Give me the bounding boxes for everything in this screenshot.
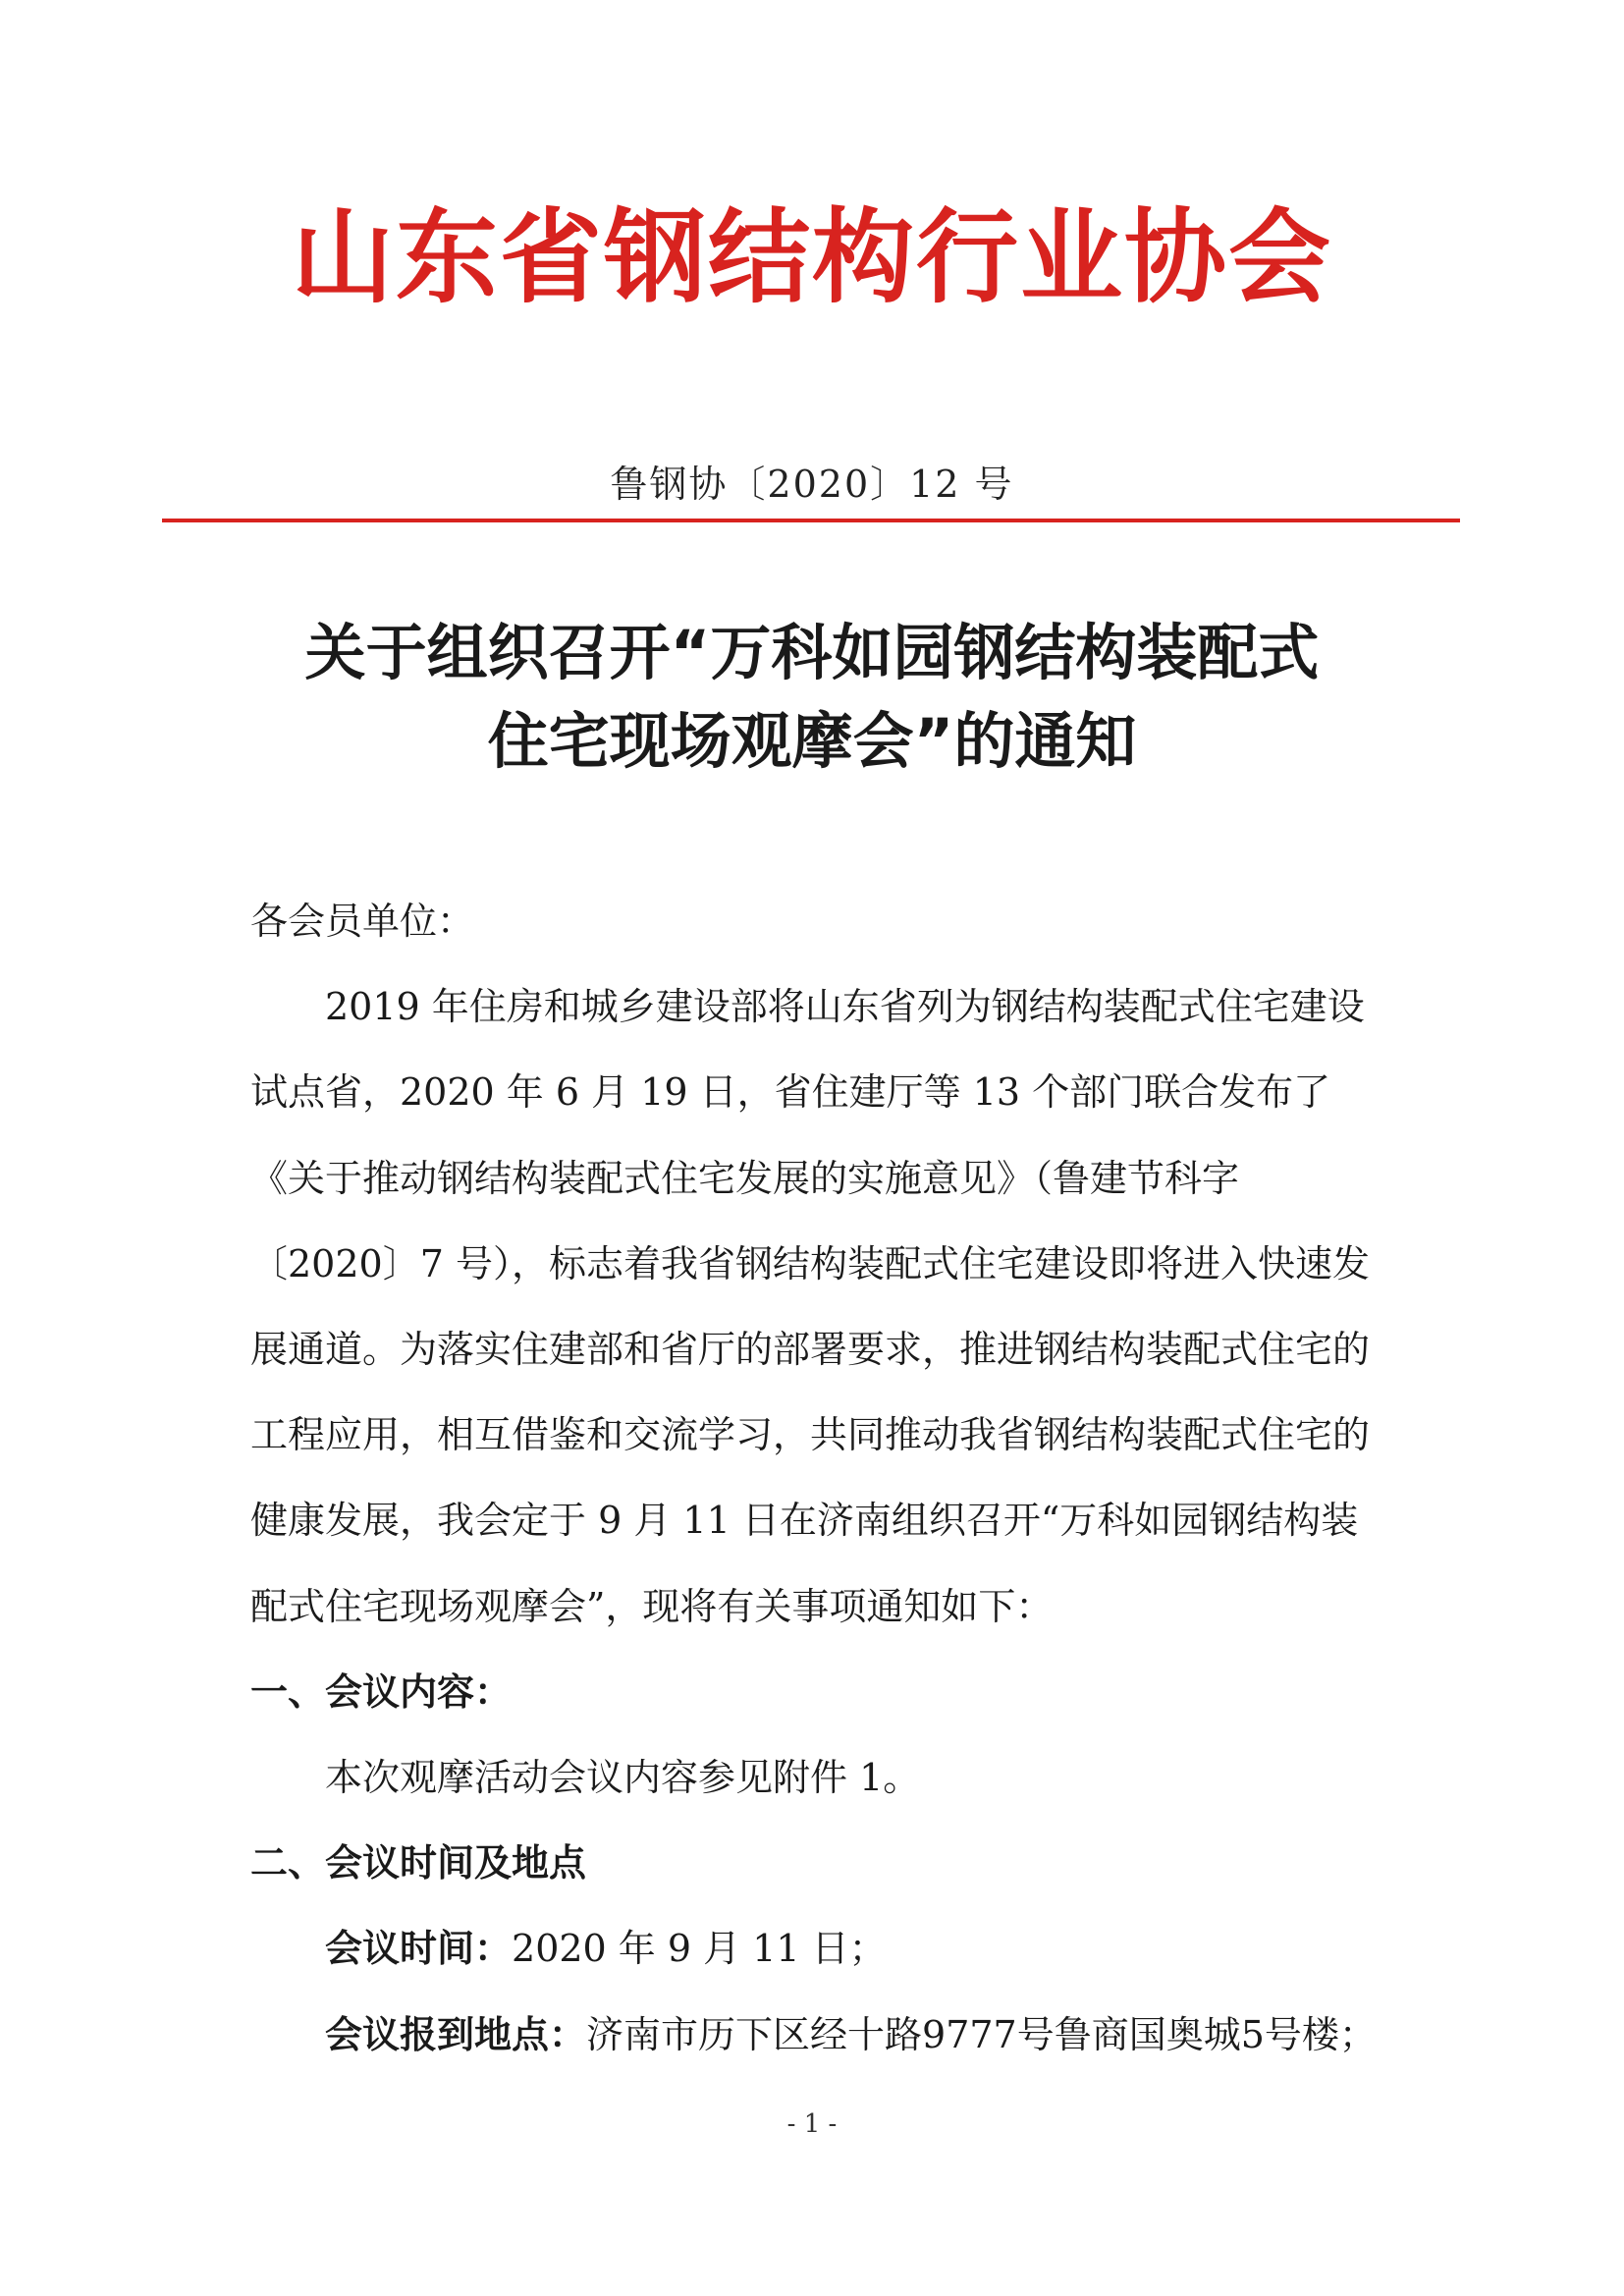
notice-title-line-2: 住宅现场观摩会”的通知: [487, 705, 1137, 777]
section-2-heading: 二、会议时间及地点: [250, 1841, 587, 1886]
meeting-place-value: 济南市历下区经十路9777号鲁商国奥城5号楼；: [586, 2012, 1377, 2056]
meeting-time-label: 会议时间：: [325, 1927, 513, 1971]
notice-title: [0, 609, 1624, 786]
section-1-heading: 一、会议内容：: [250, 1669, 513, 1714]
page-number: - 1 -: [786, 2109, 838, 2139]
meeting-time: [250, 1906, 1380, 1992]
document-body: [250, 879, 1380, 2078]
notice-title-line-1: 关于组织召开“万科如园钢结构装配式: [304, 617, 1320, 688]
salutation: 各会员单位：: [250, 900, 475, 943]
meeting-place: [250, 1993, 1380, 2078]
meeting-time-value: 2020 年 9 月 11 日；: [512, 1927, 887, 1971]
meeting-place-label: 会议报到地点：: [325, 2012, 587, 2056]
organization-name: 山东省钢结构行业协会: [291, 197, 1332, 317]
document-number: 鲁钢协〔2020〕12 号: [610, 463, 1014, 506]
body-paragraph-1: 2019 年住房和城乡建设部将山东省列为钢结构装配式住宅建设试点省，2020 年 6 月 19 日，省住建厅等 13 个部门联合发布了《关于推动钢结构装配式住宅发展的实施意见》（鲁建节科字〔2020〕7 号），标志着我省钢结构装配式住宅建设即将进入快速发展通道。为落实住建部和省厅的部署要求，推进钢结构装配式住宅的工程应用，相互借鉴和交流学习，共同推动我省钢结构装配式住宅的健康发展，我会定于 9 月 11 日在济南组织召开“万科如园钢结构装配式住宅现场观摩会”，现将有关事项通知如下：: [250, 985, 1371, 1628]
section-1-text: 本次观摩活动会议内容参见附件 1。: [325, 1756, 921, 1800]
red-divider-line: [162, 519, 1460, 522]
